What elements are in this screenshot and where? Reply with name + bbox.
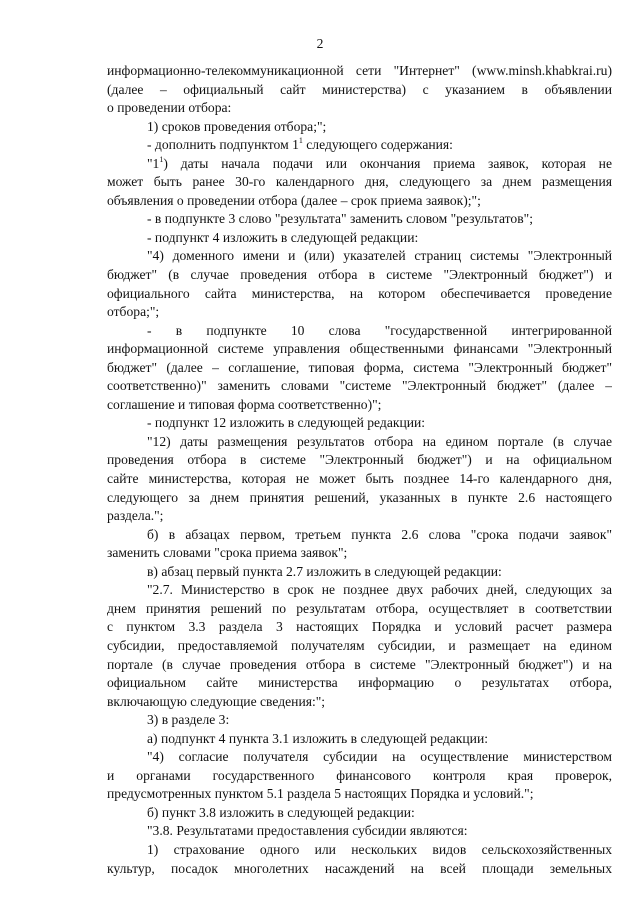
- text-line: - в подпункте 3 слово "результата" заменить словом "результатов";: [147, 211, 533, 227]
- text-line: "2.7. Министерство в срок не позднее двух рабочих дней, следующих за: [147, 582, 612, 598]
- text-line: информационной системе управления общественными финансами "Электронный: [107, 341, 612, 357]
- text-line: может быть ранее 30-го календарного дня, следующего за днем размещения: [107, 174, 612, 190]
- text-line: - в подпункте 10 слова "государственной интегрированной: [147, 322, 612, 338]
- text-line: "$1^1$) даты начала подачи или окончания приема заявок, которая не: [147, 154, 612, 171]
- superscript: 1: [159, 154, 164, 164]
- text-line: "12) даты размещения результатов отбора на едином портале (в случае: [147, 433, 612, 449]
- text-line: о проведении отбора:: [107, 100, 232, 116]
- text-line: "4) доменного имени и (или) указателей страниц системы "Электронный: [147, 248, 612, 264]
- text-line: - дополнить подпунктом $1^1$ следующего содержания:: [147, 136, 453, 153]
- text-line: портале (в случае проведения отбора в системе "Электронный бюджет") и на: [107, 656, 612, 672]
- text-line: соглашение и типовая форма соответственно)";: [107, 396, 382, 412]
- document-body: [107, 62, 612, 878]
- text-line: включающую следующие сведения:";: [107, 693, 326, 709]
- text-line: следующего за днем принятия решений, указанных в пункте 2.6 настоящего: [107, 489, 612, 505]
- text-line: соответственно)" заменить словами "системе "Электронный бюджет" (далее –: [107, 378, 612, 394]
- text-line: б) в абзацах первом, третьем пункта 2.6 слова "срока подачи заявок": [147, 526, 612, 542]
- text-line: "4) согласие получателя субсидии на осуществление министерством: [147, 749, 612, 765]
- text-line: официального сайта министерства, на котором обеспечивается проведение: [107, 285, 612, 301]
- text-line: 1) страхование одного или нескольких видов сельскохозяйственных: [147, 841, 612, 857]
- text-line: - подпункт 12 изложить в следующей редакции:: [147, 415, 426, 431]
- text-line: информационно-телекоммуникационной сети "Интернет" (www.minsh.khabkrai.ru): [107, 63, 612, 78]
- text-line: бюджет" (далее – соглашение, типовая форма, система "Электронный бюджет": [107, 359, 612, 375]
- text-line: б) пункт 3.8 изложить в следующей редакции:: [147, 804, 415, 820]
- text-line: бюджет" (в случае проведения отбора в системе "Электронный бюджет") и: [107, 267, 612, 283]
- text-line: официальном сайте министерства информацию о результатах отбора,: [107, 675, 612, 691]
- text-line: с пунктом 3.3 раздела 3 настоящих Порядка и условий расчет размера: [107, 619, 612, 635]
- text-line: "3.8. Результатами предоставления субсидии являются:: [147, 823, 468, 839]
- text-line: объявления о проведении отбора (далее – срок приема заявок);";: [107, 192, 481, 208]
- text-line: и органами государственного финансового контроля края проверок,: [107, 767, 612, 783]
- superscript: 1: [298, 136, 303, 146]
- text-line: (далее – официальный сайт министерства) с указанием в объявлении: [107, 81, 612, 97]
- text-line: заменить словами "срока приема заявок";: [107, 545, 348, 561]
- text-line: в) абзац первый пункта 2.7 изложить в следующей редакции:: [147, 563, 502, 579]
- text-line: - подпункт 4 изложить в следующей редакции:: [147, 229, 419, 245]
- text-line: раздела.";: [107, 508, 164, 524]
- text-line: отбора;";: [107, 304, 160, 320]
- text-line: культур, посадок многолетних насаждений на всей площади земельных: [107, 860, 612, 876]
- text-line: сайте министерства, которая не может быть позднее 14-го календарного дня,: [107, 471, 612, 487]
- page-number: 2: [316, 36, 324, 51]
- text-line: предусмотренных пунктом 5.1 раздела 5 настоящих Порядка и условий.";: [107, 786, 534, 802]
- text-line: 3) в разделе 3:: [147, 712, 230, 728]
- text-line: 1) сроков проведения отбора;";: [147, 118, 327, 134]
- text-line: а) подпункт 4 пункта 3.1 изложить в следующей редакции:: [147, 730, 488, 746]
- text-line: днем принятия решений по результатам отбора, осуществляет в соответствии: [107, 600, 612, 616]
- text-line: субсидии, предоставляемой получателям субсидии, и размещает на едином: [107, 637, 612, 653]
- text-line: проведения отбора в системе "Электронный бюджет") и на официальном: [107, 452, 612, 468]
